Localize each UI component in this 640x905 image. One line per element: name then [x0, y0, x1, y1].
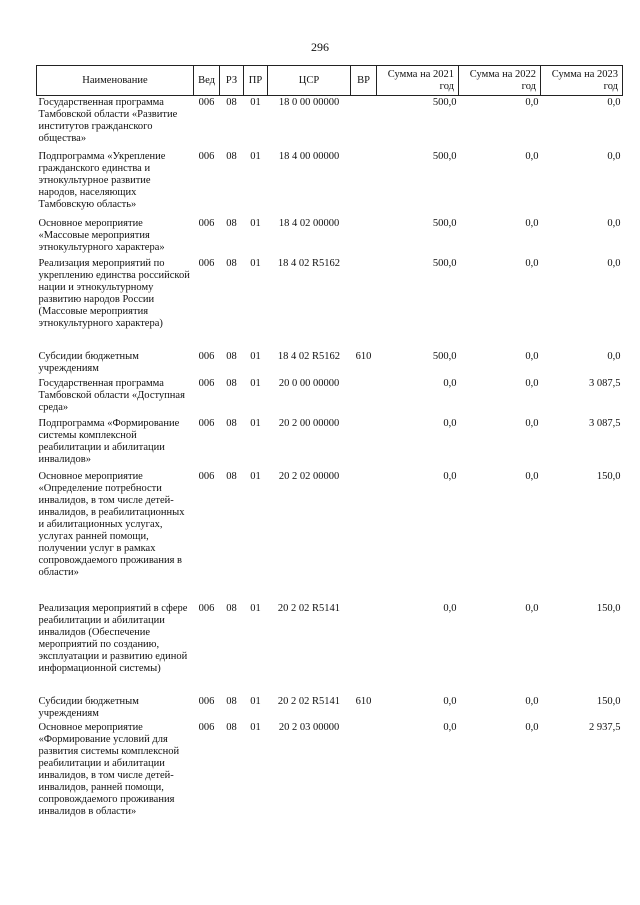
- row-name: Подпрограмма «Укрепление гражданского единства и этнокультурное развитие народов, населяющих Тамбовскую область»: [38, 150, 166, 210]
- row-name: Субсидии бюджетным учреждениям: [38, 695, 139, 719]
- row-vr: 610: [355, 695, 372, 707]
- row-name: Основное мероприятие «Определение потребности инвалидов, в том числе детей-инвалидов, в реабилитационных и абилитационных услугах, услугах ранней помощи, получении услуг в рамках сопровождаемого проживания в области»: [38, 470, 185, 578]
- row-ved: 006: [198, 417, 215, 429]
- row-csr: 20 2 02 00000: [278, 470, 340, 482]
- row-rz: 08: [226, 470, 237, 482]
- col-header-csr: ЦСР: [268, 66, 351, 96]
- table-row: [37, 377, 623, 417]
- row-rz: 08: [226, 721, 237, 733]
- page-number: 296: [311, 40, 329, 54]
- row-sum-2021: 0,0: [443, 695, 457, 707]
- table-row: [37, 695, 623, 721]
- row-vr: [351, 470, 377, 602]
- row-vr: [351, 377, 377, 417]
- col-header-sum-2023: Сумма на 2023 год: [541, 66, 623, 96]
- row-ved: 006: [198, 150, 215, 162]
- row-sum-2021: 500,0: [432, 150, 457, 162]
- row-csr: 18 4 02 R5162: [277, 350, 341, 362]
- row-pr: 01: [250, 97, 261, 108]
- row-sum-2021: 500,0: [432, 257, 457, 269]
- row-rz: 08: [226, 217, 237, 229]
- table-header-row: [37, 66, 623, 96]
- table-row: [37, 417, 623, 470]
- row-rz: 08: [226, 695, 237, 707]
- row-pr: 01: [250, 350, 261, 362]
- row-csr: 18 0 00 00000: [278, 97, 340, 108]
- row-sum-2023: 150,0: [596, 695, 621, 707]
- row-sum-2023: 0,0: [607, 97, 621, 108]
- row-vr: [351, 150, 377, 217]
- row-name: Реализация мероприятий по укреплению единства российской нации и этнокультурному развитию народов России (Массовые мероприятия этнокультурного характера): [38, 257, 190, 329]
- row-sum-2021: 0,0: [443, 417, 457, 429]
- table-row: [37, 470, 623, 602]
- row-sum-2021: 0,0: [443, 721, 457, 733]
- row-sum-2021: 500,0: [432, 97, 457, 108]
- row-vr: [351, 417, 377, 470]
- budget-table: [36, 65, 623, 827]
- row-sum-2022: 0,0: [525, 721, 539, 733]
- table-row: [37, 96, 623, 150]
- row-csr: 20 0 00 00000: [278, 377, 340, 389]
- table-row: [37, 721, 623, 827]
- row-ved: 006: [198, 721, 215, 733]
- row-ved: 006: [198, 377, 215, 389]
- row-sum-2021: 500,0: [432, 350, 457, 362]
- row-pr: 01: [250, 150, 261, 162]
- row-sum-2021: 500,0: [432, 217, 457, 229]
- col-header-ved: Вед: [194, 66, 220, 96]
- row-rz: 08: [226, 417, 237, 429]
- row-name: Государственная программа Тамбовской области «Доступная среда»: [38, 377, 185, 413]
- row-pr: 01: [250, 377, 261, 389]
- row-ved: 006: [198, 97, 215, 108]
- row-sum-2022: 0,0: [525, 217, 539, 229]
- row-sum-2023: 3 087,5: [589, 377, 621, 389]
- row-sum-2021: 0,0: [443, 602, 457, 614]
- row-vr: 610: [355, 350, 372, 362]
- row-sum-2023: 0,0: [607, 350, 621, 362]
- col-header-rz: РЗ: [220, 66, 244, 96]
- row-name: Подпрограмма «Формирование системы комплексной реабилитации и абилитации инвалидов»: [38, 417, 180, 465]
- row-pr: 01: [250, 257, 261, 269]
- table-row: [37, 257, 623, 350]
- row-sum-2022: 0,0: [525, 377, 539, 389]
- row-sum-2021: 0,0: [443, 470, 457, 482]
- row-pr: 01: [250, 417, 261, 429]
- row-sum-2022: 0,0: [525, 602, 539, 614]
- table-row: [37, 602, 623, 695]
- row-csr: 20 2 02 R5141: [277, 695, 341, 707]
- table-row: [37, 350, 623, 377]
- row-csr: 20 2 03 00000: [278, 721, 340, 733]
- row-sum-2022: 0,0: [525, 97, 539, 108]
- row-rz: 08: [226, 350, 237, 362]
- row-rz: 08: [226, 97, 237, 108]
- row-sum-2022: 0,0: [525, 257, 539, 269]
- col-header-sum-2021: Сумма на 2021 год: [377, 66, 459, 96]
- row-rz: 08: [226, 257, 237, 269]
- row-sum-2022: 0,0: [525, 150, 539, 162]
- row-ved: 006: [198, 695, 215, 707]
- row-name: Государственная программа Тамбовской области «Развитие институтов гражданского общества»: [38, 97, 178, 144]
- row-sum-2023: 0,0: [607, 150, 621, 162]
- row-sum-2022: 0,0: [525, 695, 539, 707]
- table-row: [37, 150, 623, 217]
- row-sum-2023: 0,0: [607, 257, 621, 269]
- row-name: Основное мероприятие «Массовые мероприятия этнокультурного характера»: [38, 217, 165, 253]
- row-sum-2023: 0,0: [607, 217, 621, 229]
- row-csr: 18 4 02 00000: [278, 217, 340, 229]
- row-csr: 20 2 00 00000: [278, 417, 340, 429]
- row-vr: [351, 217, 377, 257]
- row-sum-2023: 3 087,5: [589, 417, 621, 429]
- col-header-sum-2022: Сумма на 2022 год: [459, 66, 541, 96]
- row-vr: [351, 602, 377, 695]
- row-pr: 01: [250, 602, 261, 614]
- row-sum-2022: 0,0: [525, 350, 539, 362]
- row-sum-2021: 0,0: [443, 377, 457, 389]
- row-vr: [351, 96, 377, 150]
- row-name: Основное мероприятие «Формирование условий для развития системы комплексной реабилитации и абилитации инвалидов, в том числе детей-инвалидов, ранней помощи, сопровождаемого проживания инвалидов в области»: [38, 721, 180, 817]
- row-rz: 08: [226, 150, 237, 162]
- row-ved: 006: [198, 350, 215, 362]
- row-pr: 01: [250, 695, 261, 707]
- row-pr: 01: [250, 217, 261, 229]
- col-header-pr: ПР: [244, 66, 268, 96]
- row-sum-2023: 150,0: [596, 470, 621, 482]
- row-vr: [351, 257, 377, 350]
- row-ved: 006: [198, 257, 215, 269]
- row-csr: 20 2 02 R5141: [277, 602, 341, 614]
- row-csr: 18 4 02 R5162: [277, 257, 341, 269]
- row-ved: 006: [198, 470, 215, 482]
- row-sum-2022: 0,0: [525, 417, 539, 429]
- row-rz: 08: [226, 602, 237, 614]
- row-ved: 006: [198, 602, 215, 614]
- row-ved: 006: [198, 217, 215, 229]
- row-sum-2023: 150,0: [596, 602, 621, 614]
- row-pr: 01: [250, 470, 261, 482]
- row-sum-2023: 2 937,5: [589, 721, 621, 733]
- row-rz: 08: [226, 377, 237, 389]
- row-name: Реализация мероприятий в сфере реабилитации и абилитации инвалидов (Обеспечение мероприятий по созданию, эксплуатации и развитию единой информационной системы): [38, 602, 188, 674]
- col-header-vr: ВР: [351, 66, 377, 96]
- col-header-name: Наименование: [37, 66, 194, 96]
- row-name: Субсидии бюджетным учреждениям: [38, 350, 139, 374]
- row-vr: [351, 721, 377, 827]
- table-row: [37, 217, 623, 257]
- row-sum-2022: 0,0: [525, 470, 539, 482]
- row-csr: 18 4 00 00000: [278, 150, 340, 162]
- row-pr: 01: [250, 721, 261, 733]
